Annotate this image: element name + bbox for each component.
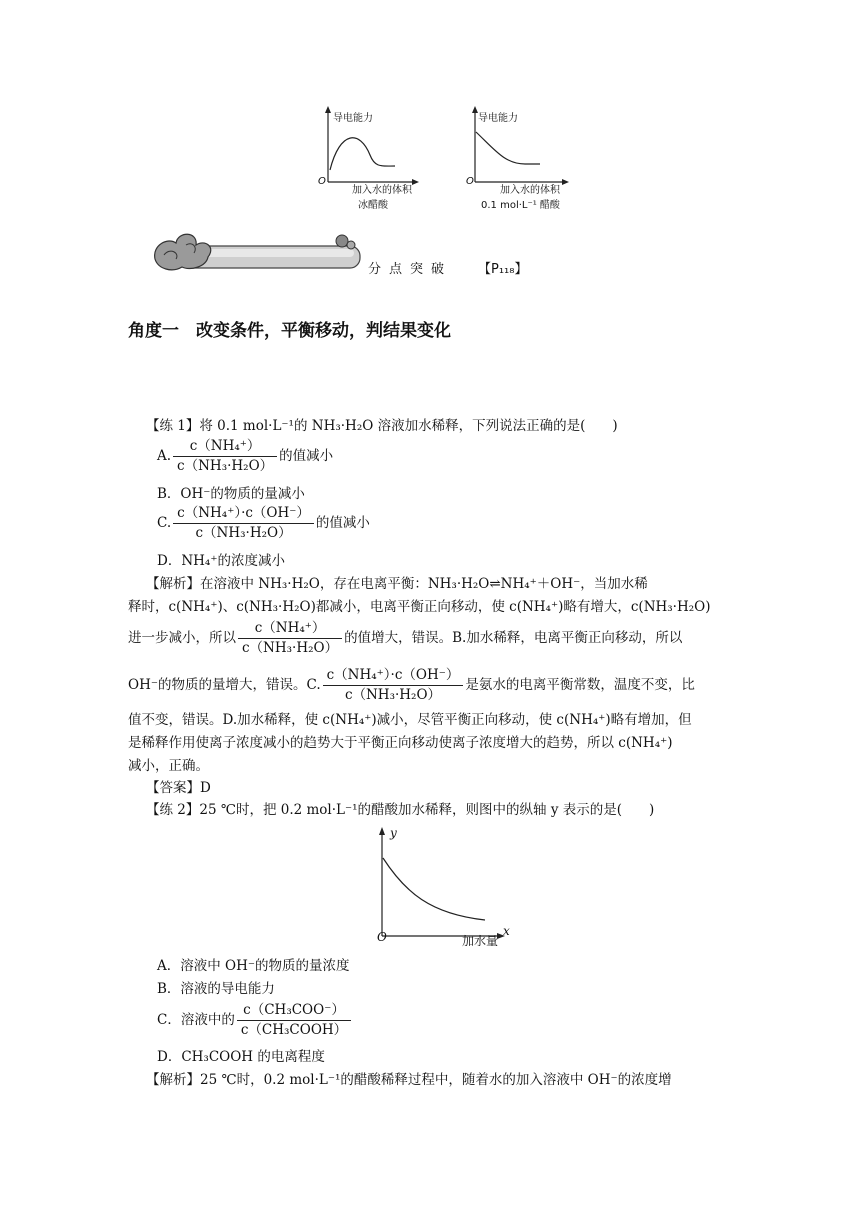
q1-analysis-line-2: 释时，c(NH₄⁺)、c(NH₃·H₂O)都减小，电离平衡正向移动，使 c(NH₄⁺)略有增大，c(NH₃·H₂O) — [128, 599, 711, 615]
q2-graph-x-label: x — [503, 924, 510, 938]
q2-analysis-line-1: 【解析】25 ℃时，0.2 mol·L⁻¹的醋酸稀释过程中，随着水的加入溶液中 OH⁻的浓度增 — [146, 1072, 672, 1088]
q1-analysis-3-numerator: c（NH₄⁺） — [238, 620, 342, 639]
q1-analysis-line-6: 是稀释作用使离子浓度减小的趋势大于平衡正向移动使离子浓度增大的趋势，所以 c(NH₄⁺) — [128, 735, 673, 751]
q1-option-a — [157, 438, 333, 475]
q2-graph-y-label: y — [390, 826, 397, 840]
q1-analysis-3-suffix: 的值增大，错误。B.加水稀释，电离平衡正向移动，所以 — [344, 630, 683, 646]
q1-option-c-denominator: c（NH₃·H₂O） — [195, 525, 292, 541]
section-banner — [150, 225, 370, 275]
q1-analysis-line-7: 减小，正确。 — [128, 758, 209, 774]
q1-answer: 【答案】D — [146, 780, 211, 796]
graph-left-y-label: 导电能力 — [333, 113, 373, 124]
q1-option-a-denominator: c（NH₃·H₂O） — [177, 458, 274, 474]
q1-option-a-prefix: A. — [157, 448, 172, 464]
q1-option-b: B．OH⁻的物质的量减小 — [157, 486, 305, 502]
q1-option-a-numerator: c（NH₄⁺） — [173, 438, 277, 457]
banner-label: 分点突破 — [368, 262, 453, 277]
q2-option-d: D．CH₃COOH 的电离程度 — [157, 1049, 325, 1065]
q1-option-a-suffix: 的值减小 — [279, 448, 334, 464]
q1-analysis-3-denominator: c（NH₃·H₂O） — [242, 640, 339, 656]
section-heading: 角度一 改变条件，平衡移动，判结果变化 — [128, 321, 451, 341]
q1-analysis-line-3 — [128, 620, 682, 657]
graph-left-caption: 冰醋酸 — [358, 200, 388, 211]
q1-option-c-numerator: c（NH₄⁺）·c（OH⁻） — [173, 505, 314, 524]
page-reference: 【P₁₁₈】 — [478, 262, 528, 277]
q1-option-d: D．NH₄⁺的浓度减小 — [157, 553, 285, 569]
q1-option-c-suffix: 的值减小 — [315, 515, 370, 531]
graph-left-x-label: 加入水的体积 — [352, 185, 412, 196]
q2-graph-origin: O — [377, 930, 387, 944]
graph-left-origin: O — [318, 176, 326, 187]
q1-option-c — [157, 505, 370, 542]
q1-analysis-4-prefix: OH⁻的物质的量增大，错误。C. — [128, 677, 321, 693]
q2-stem: 【练 2】25 ℃时，把 0.2 mol·L⁻¹的醋酸加水稀释，则图中的纵轴 y 表示的是( ) — [146, 802, 655, 818]
q2-option-c-prefix: C．溶液中的 — [157, 1012, 235, 1028]
q2-option-c-numerator: c（CH₃COO⁻） — [237, 1002, 351, 1021]
q1-analysis-line-1: 【解析】在溶液中 NH₃·H₂O，存在电离平衡：NH₃·H₂O⇌NH₄⁺＋OH⁻，当加水稀 — [146, 576, 648, 592]
q2-option-c-fraction — [237, 1002, 351, 1039]
q1-option-c-prefix: C. — [157, 515, 172, 531]
q1-analysis-4-suffix: 是氨水的电离平衡常数，温度不变，比 — [465, 677, 695, 693]
q1-option-c-fraction — [173, 505, 314, 542]
q1-analysis-4-denominator: c（NH₃·H₂O） — [344, 687, 442, 703]
q2-option-b: B．溶液的导电能力 — [157, 981, 275, 997]
q2-option-a: A．溶液中 OH⁻的物质的量浓度 — [157, 958, 350, 974]
graph-right-caption: 0.1 mol·L⁻¹ 醋酸 — [481, 200, 560, 211]
graph-right-origin: O — [466, 176, 474, 187]
q1-stem: 【练 1】将 0.1 mol·L⁻¹的 NH₃·H₂O 溶液加水稀释，下列说法正确的是( ) — [146, 418, 618, 434]
graph-right-y-label: 导电能力 — [478, 113, 518, 124]
q2-graph-x-caption: 加水量 — [462, 934, 499, 948]
q1-analysis-4-fraction — [323, 667, 464, 704]
graph-right-x-label: 加入水的体积 — [500, 185, 560, 196]
q1-analysis-line-4 — [128, 667, 695, 704]
q2-graph — [370, 822, 520, 950]
q2-option-c — [157, 1002, 353, 1039]
q1-analysis-3-prefix: 进一步减小，所以 — [128, 630, 236, 646]
q1-analysis-4-numerator: c（NH₄⁺）·c（OH⁻） — [323, 667, 464, 686]
q1-analysis-line-5: 值不变，错误。D.加水稀释，使 c(NH₄⁺)减小，尽管平衡正向移动，使 c(NH₄⁺)略有增加，但 — [128, 712, 692, 728]
q2-option-c-denominator: c（CH₃COOH） — [240, 1022, 348, 1038]
q1-analysis-3-fraction — [238, 620, 342, 657]
q1-option-a-fraction — [173, 438, 277, 475]
